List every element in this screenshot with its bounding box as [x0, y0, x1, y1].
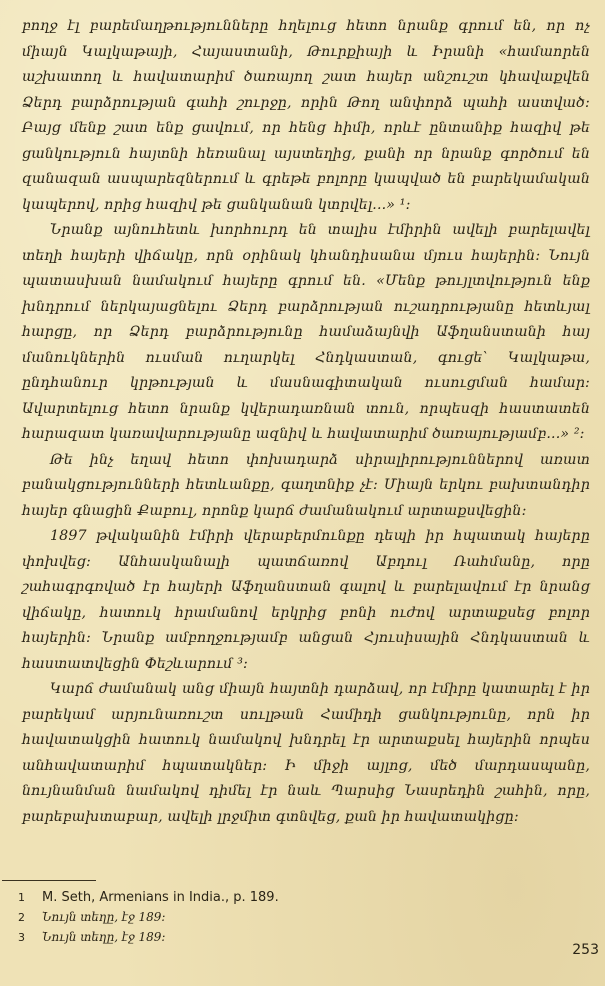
- footnote-divider: [2, 880, 96, 881]
- body-text: [22, 14, 590, 830]
- footnotes: [18, 890, 538, 950]
- footnote-2: [18, 910, 538, 930]
- footnote-number: 3: [18, 931, 25, 944]
- paragraph-2: Նրանք այնուհետև խորհուրդ են տալիս էմիրին ավելի բարելավել տեղի հայերի վիճակը, որն օրինակ կհանդիսանա մյուս հայերին։ Նույն պատասխան նամակում հայերը գրում են. «Մենք թույլտվություն ենք խնդրում ներկայացնելու Ձերդ բարձրության ուշադրությանը հետևյալ հարցը, որ Ձերդ բարձրությունը համաձայնվի Աֆղանստանի հայ մանուկներին ուսման ուղարկել Հնդկաստան, գուցե՝ Կալկաթա, ընդհանուր կրթության և մասնագիտական ուսուցման համար։ Ավարտելուց հետո նրանք կվերադառնան տուն, որպեսզի հաստատեն հարազատ կառավարությանը ազնիվ և հավատարիմ ծառայությամբ...» ²։: [22, 222, 590, 442]
- paragraph-5: Կարճ ժամանակ անց միայն հայտնի դարձավ, որ էմիրը կատարել է իր բարեկամ արյունառուշտ սուլթան Համիդի ցանկությունը, որն իր հավատակցին հատուկ նամակով խնդրել էր արտաքսել հայերին որպես անհավատարիմ հպատակներ։ Ի միջի այլոց, մեծ մարդասպանը, նույնանման նամակով դիմել էր նաև Պարսից Նասրեդին շահին, որը, բարեբախտաբար, ավելի լրջմիտ գտնվեց, քան իր հավատակիցը։: [22, 681, 590, 825]
- paragraph-1: բողջ էլ բարեմաղթությունները հղելուց հետո նրանք գրում են, որ ոչ միայն Կալկաթայի, Հայաստանի, Թուրքիայի և Իրանի «համաորեն աշխատող և հավատարիմ ծառայող շատ հայեր անշուշտ կհավաքվեն Ձերդ բարձրության գահի շուրջը, որին Թող անփորձ պահի աստված։ Բայց մենք շատ ենք ցավում, որ հենց հիմի, որևէ ընտանիք հազիվ թե ցանկություն հայտնի հեռանալ այստեղից, քանի որ նրանք գործում են զանազան ասպարեզներում և գրեթե բոլորը կապված են բարեկամական կապերով, որից հազիվ թե ցանկանան կտրվել...» ¹։: [22, 18, 590, 213]
- book-page: [22, 14, 590, 974]
- footnote-1: [18, 890, 538, 910]
- footnote-text: Նույն տեղը, էջ 189։: [42, 910, 166, 924]
- footnote-number: 2: [18, 911, 25, 924]
- footnote-number: 1: [18, 891, 25, 904]
- footnote-3: [18, 930, 538, 950]
- paragraph-4: 1897 թվականին էմիրի վերաբերմունքը դեպի իր հպատակ հայերը փոխվեց։ Անհասկանալի պատճառով Աբդուլ Ռահմանը, որը շահագրգռված էր հայերի Աֆղանստան գալով և բարելավում էր նրանց վիճակը, հատուկ հրամանով երկրից բոնի ուժով արտաքսեց բոլոր հայերին։ Նրանք ամբողջությամբ անցան Հյուսիսային Հնդկաստան և հաստատվեցին Փեշևարում ³։: [22, 528, 590, 672]
- page-number: 253: [572, 942, 599, 958]
- footnote-text: M. Seth, Armenians in India., p. 189.: [42, 890, 279, 905]
- paragraph-3: Թե ինչ եղավ հետո փոխադարձ սիրալիրություններով առատ բանակցությունների հետևանքը, գաղտնիք չէ։ Միայն երկու բախտանդիր հայեր գնացին Քաբուլ, որոնք կարճ ժամանակում արտաքսվեցին։: [22, 451, 590, 519]
- footnote-text: Նույն տեղը, էջ 189։: [42, 930, 166, 944]
